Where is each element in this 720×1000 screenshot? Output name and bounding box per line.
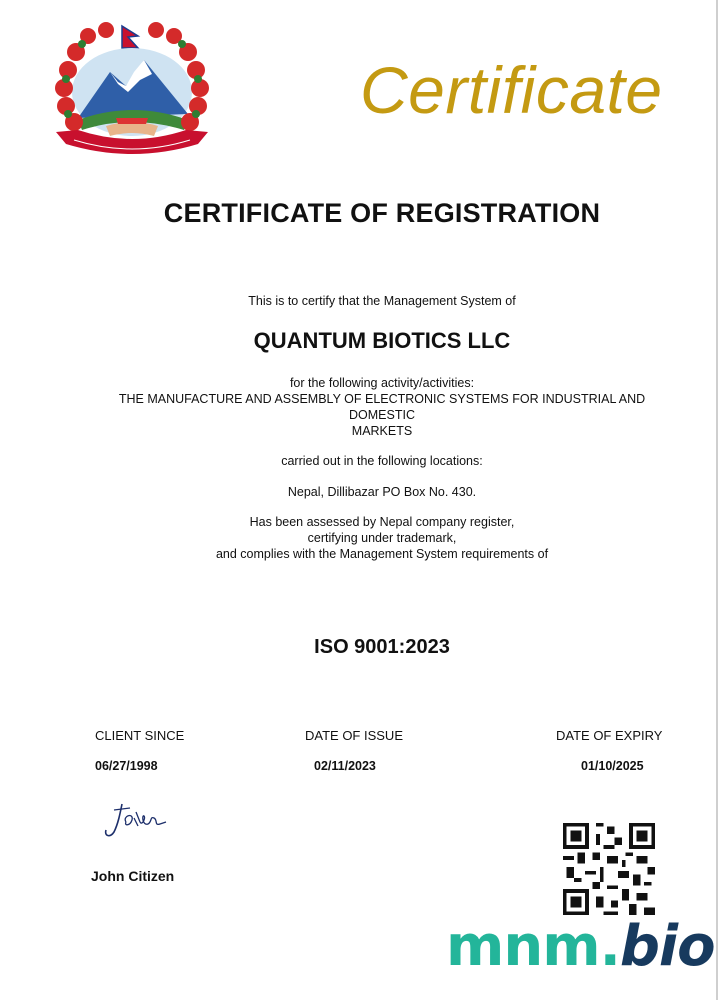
company-name: QUANTUM BIOTICS LLC	[253, 328, 511, 353]
watermark-part-1: mnm.	[446, 914, 620, 979]
signer-name: John Citizen	[91, 868, 175, 884]
location-text: Nepal, Dillibazar PO Box No. 430.	[287, 485, 477, 499]
qr-code	[563, 823, 655, 915]
activity-line-3: MARKETS	[351, 424, 413, 438]
intro-text: This is to certify that the Management System of	[248, 294, 516, 308]
activity-intro: for the following activity/activities:	[289, 376, 475, 390]
page-title: CERTIFICATE OF REGISTRATION	[163, 198, 601, 228]
handwritten-signature	[100, 800, 170, 842]
assessment-block	[0, 514, 720, 562]
expiry-date-label: DATE OF EXPIRY	[556, 728, 663, 743]
expiry-date: 01/10/2025	[581, 759, 644, 773]
assessed-line-2: certifying under trademark,	[307, 531, 457, 545]
watermark-part-2: bio	[619, 914, 715, 979]
client-since-label: CLIENT SINCE	[95, 728, 185, 743]
assessed-line-1: Has been assessed by Nepal company register,	[249, 515, 515, 529]
certificate-heading: Certificate	[360, 53, 663, 127]
watermark-logo	[446, 912, 715, 982]
activity-line-2: DOMESTIC	[349, 408, 415, 422]
nepal-emblem-logo	[48, 22, 216, 170]
activity-line-1: THE MANUFACTURE AND ASSEMBLY OF ELECTRONIC SYSTEMS FOR INDUSTRIAL AND	[118, 392, 646, 406]
client-since-date: 06/27/1998	[95, 759, 158, 773]
issue-date-label: DATE OF ISSUE	[305, 728, 403, 743]
standard-code: ISO 9001:2023	[314, 636, 450, 658]
activity-block	[0, 375, 720, 439]
issue-date: 02/11/2023	[314, 759, 376, 773]
locations-intro: carried out in the following locations:	[281, 454, 483, 468]
assessed-line-3: and complies with the Management System requirements of	[215, 547, 549, 561]
